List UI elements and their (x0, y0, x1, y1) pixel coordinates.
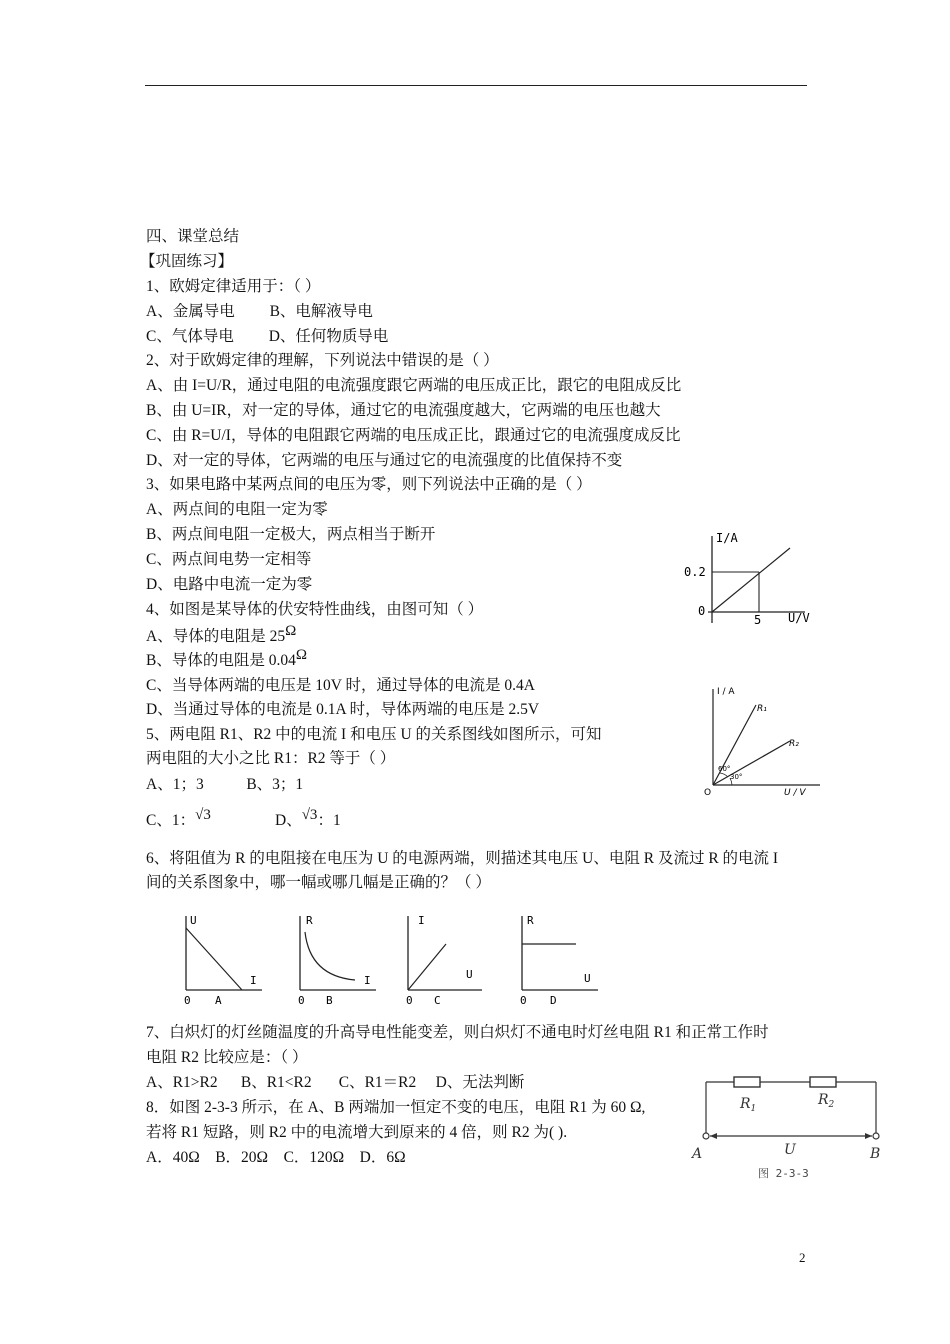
q6-a-x: I (250, 974, 257, 987)
fig-q8-circuit (686, 1070, 886, 1190)
q4-option-b-text: B、导体的电阻是 0.04 (146, 652, 296, 669)
q6-b-y: R (306, 914, 313, 927)
q8-r2-sub: 2 (828, 1100, 835, 1110)
q6-a-y: U (190, 914, 197, 927)
q6-a-line (186, 928, 242, 990)
q2-option-c: C、由 R=U/I，导体的电阻跟它两端的电压成正比，跟通过它的电流强度成反比 (146, 427, 681, 444)
q4-option-b (146, 647, 307, 670)
q8-resistor-r1 (734, 1077, 760, 1087)
question-8-line1: 8．如图 2-3-3 所示，在 A、B 两端加一恒定不变的电压，电阻 R1 为 60 Ω, (146, 1099, 646, 1116)
fig-q4-iu-graph (680, 528, 820, 628)
q4-origin: 0 (698, 604, 706, 618)
q6-c-line (408, 944, 446, 990)
q5-option-d (275, 807, 341, 830)
q8-r2-label: R (818, 1092, 829, 1108)
sqrt3-c: √3 (195, 807, 211, 823)
question-1: 1、欧姆定律适用于：（ ） (146, 278, 321, 295)
question-7-line2: 电阻 R2 比较应是：（ ） (146, 1049, 308, 1066)
q4-y-tick: 0.2 (684, 565, 706, 579)
q7-options: A、R1>R2 B、R1<R2 C、R1＝R2 D、无法判断 (146, 1074, 525, 1091)
question-6-line2: 间的关系图象中，哪一幅或哪几幅是正确的？（ ） (146, 874, 491, 891)
fig-q6-graphs (170, 910, 610, 1010)
ohm-symbol-b: Ω (295, 647, 307, 663)
ohm-symbol-a: Ω (285, 623, 297, 639)
q8-r1-label: R (740, 1096, 751, 1112)
q6-d-y: R (527, 914, 534, 927)
q4-y-label: I/A (716, 531, 738, 545)
q5-x-label: U / V (784, 788, 806, 798)
q6-c-origin: 0 (406, 994, 413, 1007)
q6-b-x: I (364, 974, 371, 987)
question-8-line2: 若将 R1 短路，则 R2 中的电流增大到原来的 4 倍，则 R2 为( ). (146, 1124, 568, 1141)
q2-option-a: A、由 I=U/R，通过电阻的电流强度跟它两端的电压成正比，跟它的电阻成反比 (146, 377, 682, 394)
q8-a-label: A (692, 1146, 703, 1162)
q5-origin: O (704, 788, 712, 798)
sqrt3-d: √3 (301, 807, 318, 823)
q6-a-origin: 0 (184, 994, 191, 1007)
q5-angle-arc-1 (720, 773, 728, 777)
question-3: 3、如果电路中某两点间的电压为零，则下列说法中正确的是（ ） (146, 476, 592, 493)
q6-graph-d (520, 914, 598, 1007)
svg-text:R1 (739, 1096, 756, 1114)
fig-q5-r1-r2-graph (700, 683, 825, 798)
question-6-line1: 6、将阻值为 R 的电阻接在电压为 U 的电源两端，则描述其电压 U、电阻 R 及流过 R 的电流 I (146, 850, 779, 867)
q5-options-ab: A、1；3 B、3；1 (146, 776, 304, 793)
q6-d-x: U (584, 972, 591, 985)
q5-angle-30: 30° (730, 773, 743, 781)
q3-option-a: A、两点间的电阻一定为零 (146, 501, 328, 518)
q6-c-y: I (418, 914, 425, 927)
q4-x-tick: 5 (754, 613, 762, 627)
q5-option-d-tail: ：1 (317, 812, 341, 829)
q5-option-c (146, 807, 211, 830)
q6-c-tag: C (434, 994, 441, 1007)
q4-iu-line (712, 548, 790, 612)
q8-caption: 图 2-3-3 (758, 1167, 809, 1180)
q4-option-a-text: A、导体的电阻是 25 (146, 628, 286, 645)
q4-option-c: C、当导体两端的电压是 10V 时，通过导体的电流是 0.4A (146, 677, 535, 694)
q6-b-curve (305, 932, 355, 980)
q3-option-d: D、电路中电流一定为零 (146, 576, 313, 593)
q6-graph-a (184, 914, 262, 1007)
q6-a-tag: A (215, 994, 222, 1007)
q6-d-origin: 0 (520, 994, 527, 1007)
q8-options: A．40Ω B．20Ω C．120Ω D．6Ω (146, 1149, 406, 1166)
q6-b-origin: 0 (298, 994, 305, 1007)
q4-option-a (146, 623, 297, 646)
q4-option-d: D、当通过导体的电流是 0.1A 时，导体两端的电压是 2.5V (146, 701, 540, 718)
svg-text:R2 (817, 1092, 835, 1110)
q4-x-label: U/V (788, 611, 810, 625)
question-7-line1: 7、白炽灯的灯丝随温度的升高导电性能变差，则白炽灯不通电时灯丝电阻 R1 和正常工作时 (146, 1024, 769, 1041)
q1-options-ab: A、金属导电 B、电解液导电 (146, 303, 373, 320)
q1-options-cd: C、气体导电 D、任何物质导电 (146, 328, 389, 345)
q8-resistor-r2 (810, 1077, 836, 1087)
q6-graph-c (406, 914, 482, 1007)
q5-angle-60: 60° (718, 765, 731, 773)
q5-option-d-label: D、 (275, 812, 302, 829)
q6-c-x: U (466, 968, 473, 981)
q6-d-tag: D (550, 994, 557, 1007)
q8-r1-sub: 1 (750, 1104, 757, 1114)
q5-r2-label: R₂ (789, 739, 799, 749)
q5-r1-label: R₁ (757, 704, 767, 714)
q2-option-d: D、对一定的导体，它两端的电压与通过它的电流强度的比值保持不变 (146, 452, 623, 469)
q8-terminal-a (703, 1133, 709, 1139)
q5-y-label: I / A (717, 687, 735, 697)
exercise-heading: 【巩固练习】 (140, 253, 234, 270)
q8-b-label: B (870, 1146, 881, 1162)
q3-option-b: B、两点间电阻一定极大，两点相当于断开 (146, 526, 436, 543)
question-5-line1: 5、两电阻 R1、R2 中的电流 I 和电压 U 的关系图线如图所示，可知 (146, 726, 602, 743)
q6-graph-b (298, 914, 376, 1007)
q6-b-tag: B (326, 994, 333, 1007)
section-title: 四、课堂总结 (146, 228, 240, 245)
q8-u-label: U (784, 1142, 796, 1158)
question-4: 4、如图是某导体的伏安特性曲线，由图可知（ ） (146, 601, 484, 618)
page-number: 2 (799, 1250, 806, 1265)
q3-option-c: C、两点间电势一定相等 (146, 551, 312, 568)
header-rule (145, 85, 807, 86)
q8-terminal-b (873, 1133, 879, 1139)
q5-option-c-label: C、1： (146, 812, 196, 829)
question-5-line2: 两电阻的大小之比 R1：R2 等于（ ） (146, 750, 396, 767)
question-2: 2、对于欧姆定律的理解，下列说法中错误的是（ ） (146, 352, 499, 369)
q2-option-b: B、由 U=IR，对一定的导体，通过它的电流强度越大，它两端的电压也越大 (146, 402, 661, 419)
